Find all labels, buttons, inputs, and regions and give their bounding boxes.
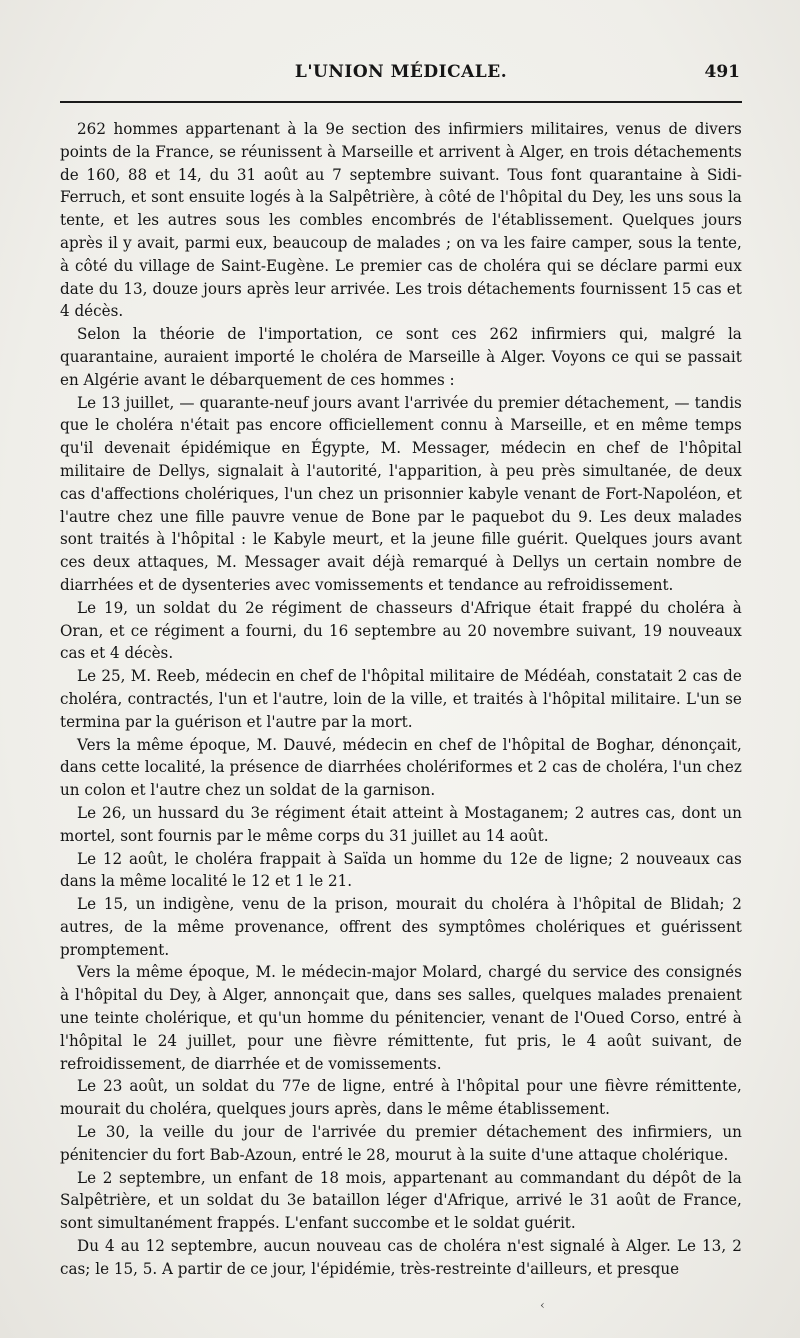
page-header: [60, 62, 742, 96]
paragraph: Le 2 septembre, un enfant de 18 mois, appartenant au commandant du dépôt de la Salpêtrière, et un soldat du 3e bataillon léger d'Afrique, arrivé le 31 août de France, sont simultanément frappés. L'enfant succombe et le soldat guérit.: [60, 1167, 742, 1233]
paragraph: 262 hommes appartenant à la 9e section des infirmiers militaires, venus de divers points de la France, se réunissent à Marseille et arrivent à Alger, en trois détachements de 160, 88 et 14, du 31 août au 7 septembre suivant. Tous font quarantaine à Sidi-Ferruch, et sont ensuite logés à la Salpêtrière, à côté de l'hôpital du Dey, les uns sous la tente, et les autres sous les combles encombrés de l'établissement. Quelques jours après il y avait, parmi eux, beaucoup de malades ; on va les faire camper, sous la tente, à côté du village de Saint-Eugène. Le premier cas de choléra qui se déclare parmi eux date du 13, douze jours après leur arrivée. Les trois détachements fournissent 15 cas et 4 décès.: [60, 119, 742, 321]
running-title: L'UNION MÉDICALE.: [294, 62, 508, 82]
paragraph: Vers la même époque, M. le médecin-major Molard, chargé du service des consignés à l'hôpital du Dey, à Alger, annonçait que, dans ses salles, quelques malades prenaient une teinte cholérique, et qu'un homme du pénitencier, venant de l'Oued Corso, entré à l'hôpital le 24 juillet, pour une fièvre rémittente, fut pris, le 4 août suivant, de refroidissement, de diarrhée et de vomissements.: [60, 962, 742, 1073]
body-text: [60, 118, 742, 1281]
paragraph: Le 13 juillet, — quarante-neuf jours avant l'arrivée du premier détachement, — tandis que le choléra n'était pas encore officiellement connu à Marseille, et en même temps qu'il devenait épidémique en Égypte, M. Messager, médecin en chef de l'hôpital militaire de Dellys, signalait à l'autorité, l'apparition, à peu près simultanée, de deux cas d'affections cholériques, l'un chez un prisonnier kabyle venant de Fort-Napoléon, et l'autre chez une fille pauvre venue de Bone par le paquebot du 9. Les deux malades sont traités à l'hôpital : le Kabyle meurt, et la jeune fille guérit. Quelques jours avant ces deux attaques, M. Messager avait déjà remarqué à Dellys un certain nombre de diarrhées et de dysenteries avec vomissements et tendance au refroidissement.: [60, 392, 742, 594]
paragraph: Du 4 au 12 septembre, aucun nouveau cas de choléra n'est signalé à Alger. Le 13, 2 cas; le 15, 5. A partir de ce jour, l'épidémie, très-restreinte d'ailleurs, et presque: [60, 1236, 742, 1278]
page-number: 491: [704, 62, 740, 82]
paragraph: Le 23 août, un soldat du 77e de ligne, entré à l'hôpital pour une fièvre rémittente, mourait du choléra, quelques jours après, dans le même établissement.: [60, 1076, 742, 1119]
paragraph: Le 30, la veille du jour de l'arrivée du premier détachement des infirmiers, un pénitencier du fort Bab-Azoun, entré le 28, mourut à la suite d'une attaque cholérique.: [60, 1122, 742, 1164]
paragraph: Le 12 août, le choléra frappait à Saïda un homme du 12e de ligne; 2 nouveaux cas dans la même localité le 12 et 1 le 21.: [60, 848, 742, 891]
paragraph: Vers la même époque, M. Dauvé, médecin en chef de l'hôpital de Boghar, dénonçait, dans cette localité, la présence de diarrhées cholériformes et 2 cas de choléra, l'un chez un colon et l'autre chez un soldat de la garnison.: [60, 734, 742, 800]
header-rule: [60, 101, 742, 103]
paragraph: Le 25, M. Reeb, médecin en chef de l'hôpital militaire de Médéah, constatait 2 cas de choléra, contractés, l'un et l'autre, loin de la ville, et traités à l'hôpital militaire. L'un se termina par la guérison et l'autre par la mort.: [60, 666, 742, 731]
footer-mark: ‹: [540, 1298, 545, 1312]
paragraph: Le 15, un indigène, venu de la prison, mourait du choléra à l'hôpital de Blidah; 2 autres, de la même provenance, offrent des symptômes cholériques et guérissent promptement.: [60, 894, 742, 959]
paragraph: Le 19, un soldat du 2e régiment de chasseurs d'Afrique était frappé du choléra à Oran, et ce régiment a fourni, du 16 septembre au 20 novembre suivant, 19 nouveaux cas et 4 décès.: [60, 597, 742, 663]
paragraph: Selon la théorie de l'importation, ce sont ces 262 infirmiers qui, malgré la quarantaine, auraient importé le choléra de Marseille à Alger. Voyons ce qui se passait en Algérie avant le débarquement de ces hommes :: [60, 324, 742, 389]
paragraph: Le 26, un hussard du 3e régiment était atteint à Mostaganem; 2 autres cas, dont un mortel, sont fournis par le même corps du 31 juillet au 14 août.: [60, 802, 742, 845]
